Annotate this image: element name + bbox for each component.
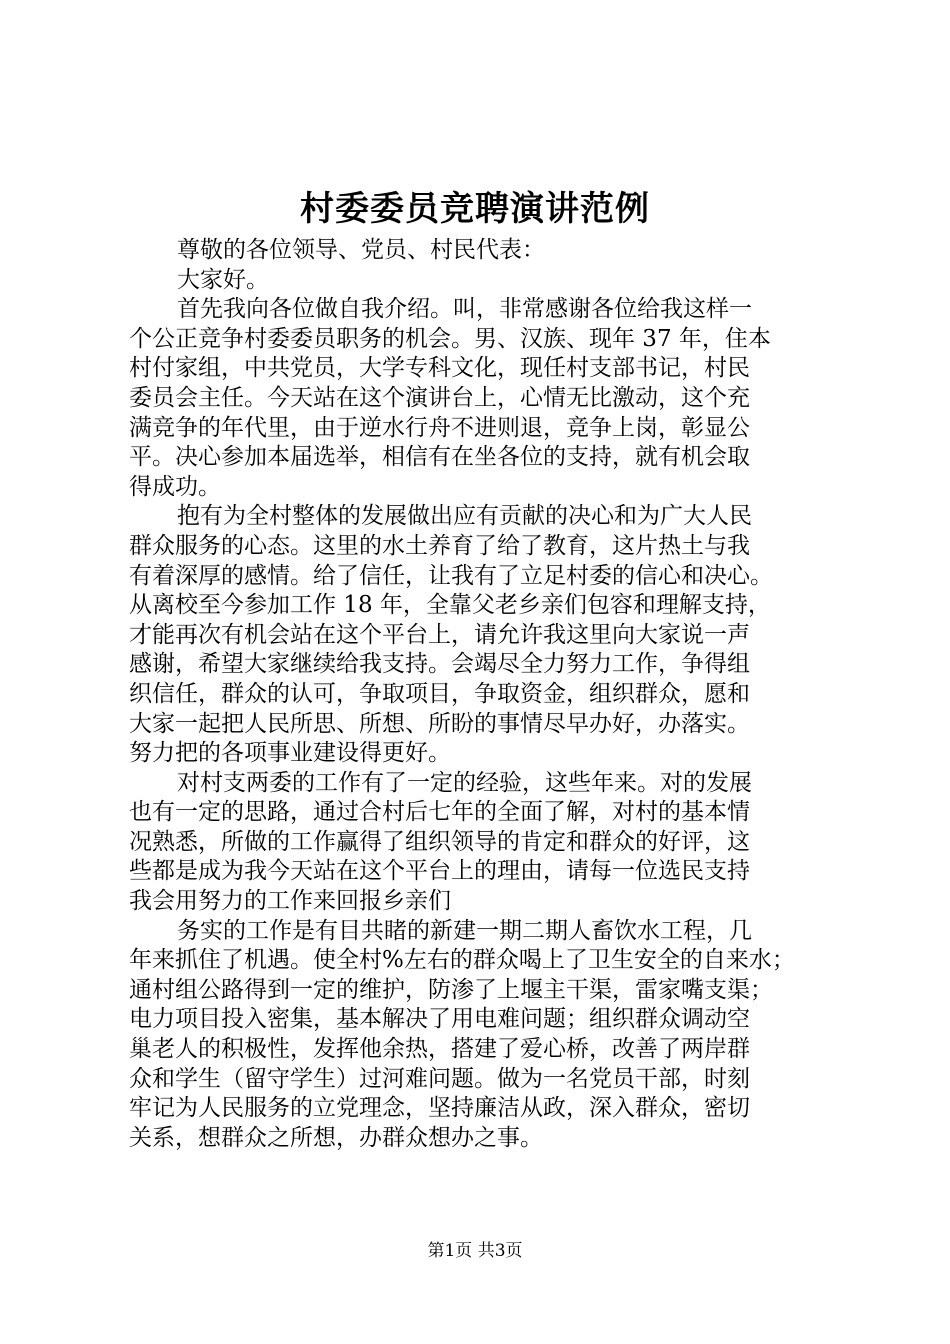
paragraph-line: 些都是成为我今天站在这个平台上的理由，请每一位选民支持 <box>129 858 750 885</box>
paragraph-line: 电力项目投入密集，基本解决了用电难问题；组织群众调动空 <box>129 1006 750 1033</box>
paragraph-line: 牢记为人民服务的立党理念，坚持廉洁从政，深入群众，密切 <box>129 1095 750 1122</box>
paragraph-line: 众和学生（留守学生）过河难问题。做为一名党员干部，时刻 <box>129 1065 750 1092</box>
paragraph-line: 村付家组，中共党员，大学专科文化，现任村支部书记，村民 <box>129 355 750 382</box>
paragraph-line: 关系，想群众之所想，办群众想办之事。 <box>129 1124 543 1151</box>
paragraph-line: 从离校至今参加工作 18 年，全靠父老乡亲们包容和理解支持， <box>129 592 771 619</box>
document-body <box>129 236 845 1153</box>
paragraph-line: 我会用努力的工作来回报乡亲们 <box>129 888 451 915</box>
salutation-line: 尊敬的各位领导、党员、村民代表： <box>177 237 545 263</box>
paragraph-line: 大家一起把人民所思、所想、所盼的事情尽早办好，办落实。 <box>129 710 750 737</box>
paragraph-line: 满竞争的年代里，由于逆水行舟不进则退，竞争上岗，彰显公 <box>129 414 750 441</box>
document-title: 村委委员竞聘演讲范例 <box>300 189 650 229</box>
paragraph-line: 年来抓住了机遇。使全村%左右的群众喝上了卫生安全的自来水； <box>129 947 795 974</box>
paragraph-line: 对村支两委的工作有了一定的经验，这些年来。对的发展 <box>177 769 752 796</box>
paragraph-line: 有着深厚的感情。给了信任，让我有了立足村委的信心和决心。 <box>129 562 773 589</box>
paragraph-line: 通村组公路得到一定的维护，防渗了上堰主干渠，雷家嘴支渠； <box>129 976 773 1003</box>
paragraph-line: 得成功。 <box>129 473 221 500</box>
greeting-line: 大家好。 <box>177 266 269 293</box>
paragraph-line: 况熟悉，所做的工作赢得了组织领导的肯定和群众的好评，这 <box>129 828 750 855</box>
paragraph-line: 努力把的各项事业建设得更好。 <box>129 740 451 767</box>
paragraph-line: 平。决心参加本届选举，相信有在坐各位的支持，就有机会取 <box>129 444 750 471</box>
paragraph-line: 才能再次有机会站在这个平台上，请允许我这里向大家说一声 <box>129 621 750 648</box>
paragraph-line: 务实的工作是有目共睹的新建一期二期人畜饮水工程，几 <box>177 917 752 944</box>
paragraph-line: 群众服务的心态。这里的水土养育了给了教育，这片热土与我 <box>129 532 750 559</box>
paragraph-line: 首先我向各位做自我介绍。叫，非常感谢各位给我这样一 <box>177 296 752 323</box>
paragraph-line: 织信任，群众的认可，争取项目，争取资金，组织群众，愿和 <box>129 680 750 707</box>
page-footer: 第1页 共3页 <box>427 1241 523 1261</box>
paragraph-line: 也有一定的思路，通过合村后七年的全面了解，对村的基本情 <box>129 799 750 826</box>
paragraph-line: 抱有为全村整体的发展做出应有贡献的决心和为广大人民 <box>177 503 752 530</box>
paragraph-line: 委员会主任。今天站在这个演讲台上，心情无比激动，这个充 <box>129 384 750 411</box>
paragraph-line: 感谢，希望大家继续给我支持。会竭尽全力努力工作，争得组 <box>129 651 750 678</box>
paragraph-line: 巢老人的积极性，发挥他余热，搭建了爱心桥，改善了两岸群 <box>129 1036 750 1063</box>
paragraph-line: 个公正竞争村委委员职务的机会。男、汉族、现年 37 年，住本 <box>129 325 771 352</box>
